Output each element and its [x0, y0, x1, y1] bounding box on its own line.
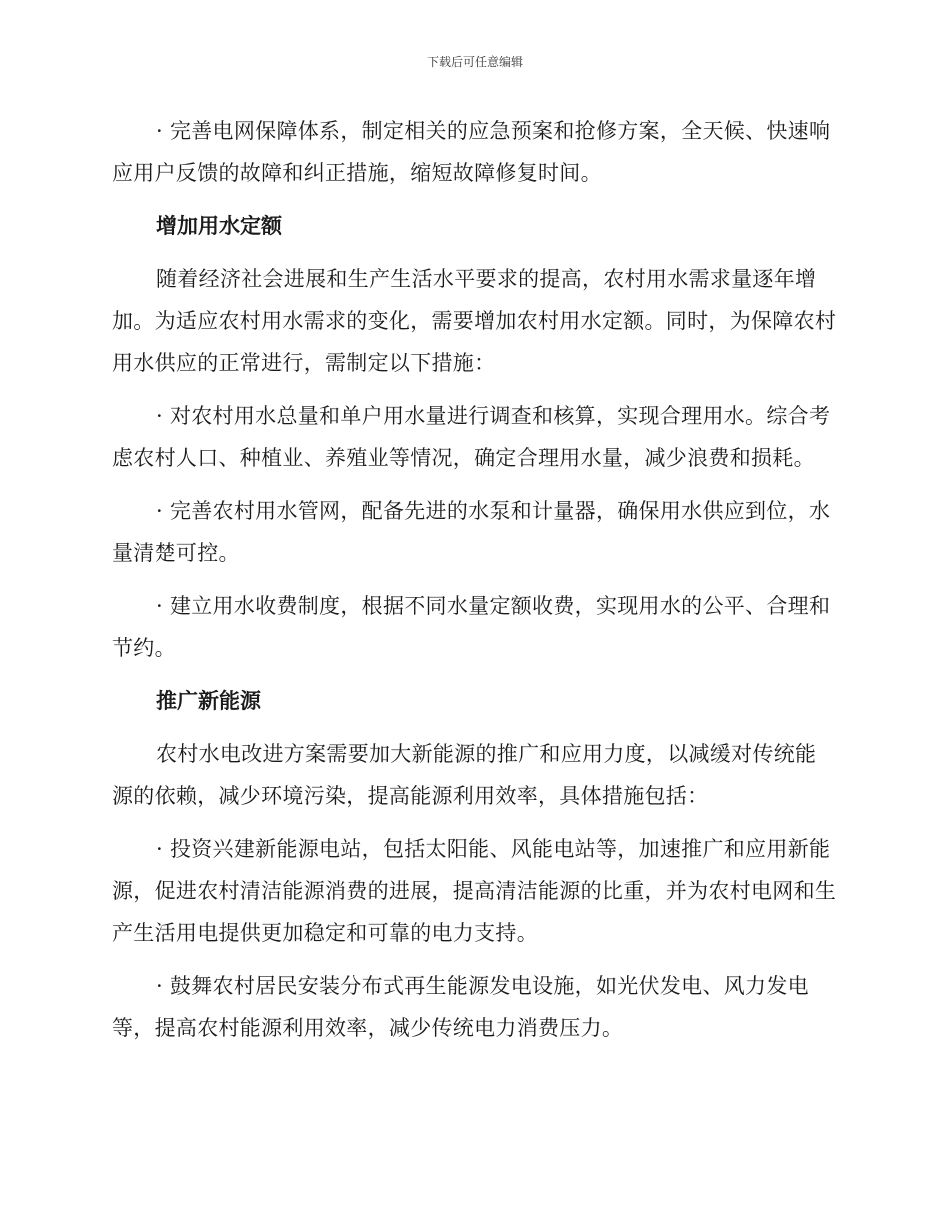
paragraph-new-energy-intro: 农村水电改进方案需要加大新能源的推广和应用力度，以减缓对传统能源的依赖，减少环境污染，提高能源利用效率，具体措施包括：	[112, 742, 817, 808]
heading-water-quota: 增加用水定额	[156, 214, 282, 238]
paragraph-water-survey: · 对农村用水总量和单户用水量进行调查和核算，实现合理用水。综合考虑农村人口、种植业、养殖业等情况，确定合理用水量，减少浪费和损耗。	[112, 404, 831, 470]
paragraph-water-demand: 随着经济社会进展和生产生活水平要求的提高，农村用水需求量逐年增加。为适应农村用水需求的变化，需要增加农村用水定额。同时，为保障农村用水供应的正常进行，需制定以下措施：	[112, 267, 837, 375]
paragraph-energy-stations: · 投资兴建新能源电站，包括太阳能、风能电站等，加速推广和应用新能源，促进农村清洁能源消费的进展，提高清洁能源的比重，并为农村电网和生产生活用电提供更加稳定和可靠的电力支持。	[112, 837, 837, 945]
paragraph-water-fees: · 建立用水收费制度，根据不同水量定额收费，实现用水的公平、合理和节约。	[112, 594, 831, 660]
paragraph-grid-safeguard: · 完善电网保障体系，制定相关的应急预案和抢修方案，全天候、快速响应用户反馈的故障和纠正措施，缩短故障修复时间。	[112, 119, 831, 185]
page-header: 下载后可任意编辑	[426, 55, 523, 69]
heading-new-energy: 推广新能源	[156, 689, 261, 713]
document-body	[112, 110, 837, 1049]
paragraph-water-network: · 完善农村用水管网，配备先进的水泵和计量器，确保用水供应到位，水量清楚可控。	[112, 499, 831, 565]
paragraph-distributed-generation: · 鼓舞农村居民安装分布式再生能源发电设施，如光伏发电、风力发电等，提高农村能源利用效率，减少传统电力消费压力。	[112, 974, 809, 1040]
